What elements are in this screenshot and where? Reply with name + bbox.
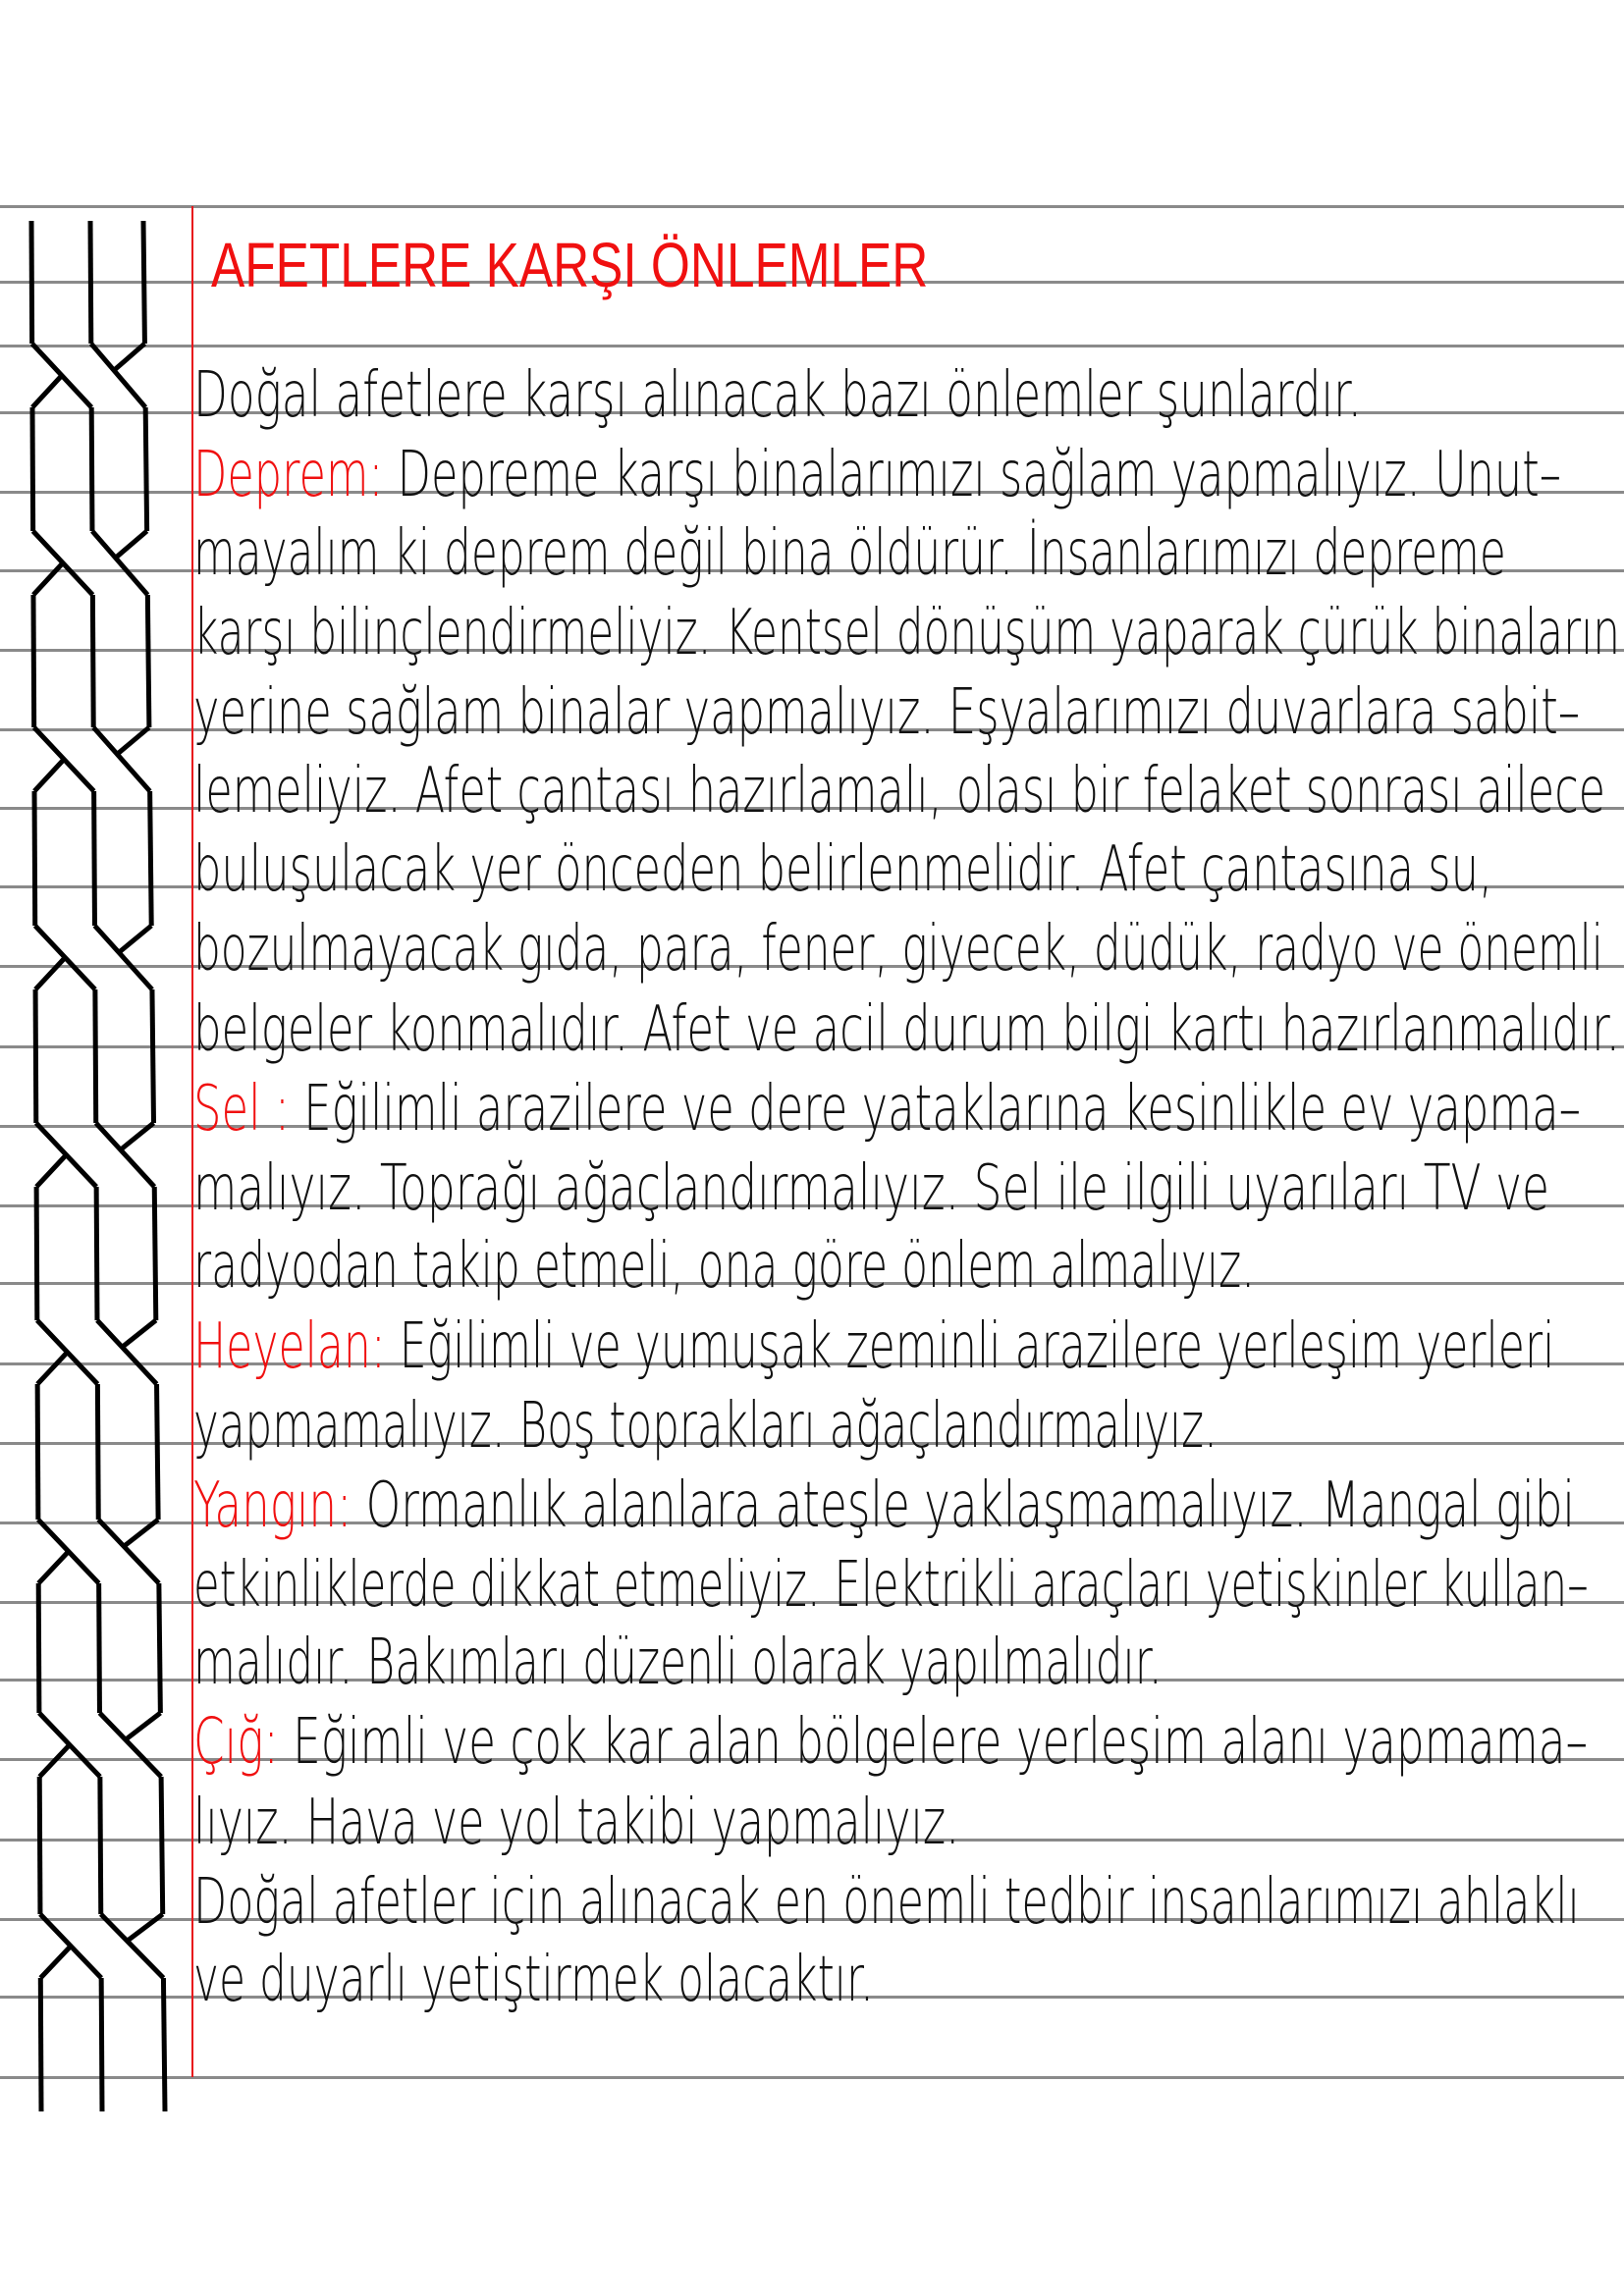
text-line: Heyelan: Eğilimli ve yumuşak zeminli arazilere yerleşim yerleri xyxy=(193,1309,1555,1383)
text-line: Yangın: Ormanlık alanlara ateşle yaklaşmamalıyız. Mangal gibi xyxy=(193,1468,1575,1542)
ruled-line xyxy=(0,2076,1624,2079)
ruled-line xyxy=(0,345,1624,347)
text-line: buluşulacak yer önceden belirlenmelidir. Afet çantasına su, xyxy=(193,832,1493,906)
text-line: mayalım ki deprem değil bina öldürür. İnsanlarımızı depreme xyxy=(193,516,1506,590)
topic-label-cig: Çığ: xyxy=(193,1705,279,1779)
text-line: yapmamalıyız. Boş toprakları ağaçlandırmalıyız. xyxy=(193,1389,1218,1463)
page-title: AFETLERE KARŞI ÖNLEMLER xyxy=(211,229,929,300)
topic-label-yangin: Yangın: xyxy=(193,1468,352,1542)
text-line: Doğal afetlere karşı alınacak bazı önlemler şunlardır. xyxy=(193,358,1362,432)
ruled-line xyxy=(0,205,1624,208)
text-line: belgeler konmalıdır. Afet ve acil durum bilgi kartı hazırlanmalıdır. xyxy=(193,992,1620,1066)
text-line: Çığ: Eğimli ve çok kar alan bölgelere yerleşim alanı yapmama– xyxy=(193,1705,1589,1779)
text-line: malıdır. Bakımları düzenli olarak yapılmalıdır. xyxy=(193,1626,1163,1699)
topic-label-sel: Sel : xyxy=(193,1072,290,1146)
text-line: yerine sağlam binalar yapmalıyız. Eşyalarımızı duvarlara sabit– xyxy=(193,675,1581,749)
text-line: karşı bilinçlendirmeliyiz. Kentsel dönüşüm yaparak çürük binaların xyxy=(193,596,1621,669)
text-line: ve duyarlı yetiştirmek olacaktır. xyxy=(193,1943,874,2016)
text-line: Sel : Eğilimli arazilere ve dere yataklarına kesinlikle ev yapma– xyxy=(193,1072,1582,1146)
text-line: etkinliklerde dikkat etmeliyiz. Elektrikli araçları yetişkinler kullan– xyxy=(193,1548,1589,1622)
text-line: lemeliyiz. Afet çantası hazırlamalı, olası bir felaket sonrası ailece xyxy=(193,754,1606,828)
text-line: Deprem: Depreme karşı binalarımızı sağlam yapmalıyız. Unut– xyxy=(193,438,1562,511)
text-line: bozulmayacak gıda, para, fener, giyecek, düdük, radyo ve önemli xyxy=(193,912,1603,986)
text-line: malıyız. Toprağı ağaçlandırmalıyız. Sel ile ilgili uyarıları TV ve xyxy=(193,1151,1550,1225)
text-line: Doğal afetler için alınacak en önemli tedbir insanlarımızı ahlaklı xyxy=(193,1865,1580,1939)
topic-label-heyelan: Heyelan: xyxy=(193,1309,386,1383)
braid-border-icon xyxy=(0,0,196,2296)
text-line: radyodan takip etmeli, ona göre önlem almalıyız. xyxy=(193,1229,1256,1303)
topic-label-deprem: Deprem: xyxy=(193,438,384,511)
text-line: lıyız. Hava ve yol takibi yapmalıyız. xyxy=(193,1786,960,1859)
